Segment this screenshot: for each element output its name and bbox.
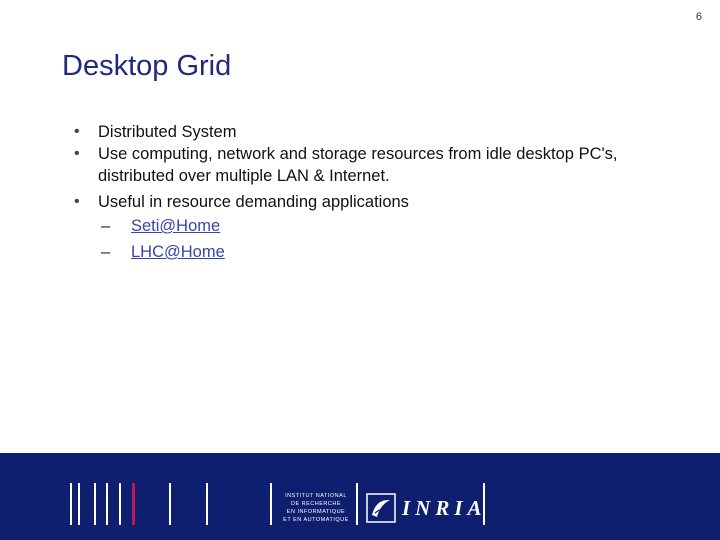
decor-line [106, 483, 108, 525]
bullet-text-line2: distributed over multiple LAN & Internet. [98, 167, 390, 185]
bullet-dot-icon: • [74, 123, 80, 140]
footer-banner [0, 453, 720, 540]
sub-list [98, 215, 694, 263]
bullet-dot-icon: • [74, 193, 80, 210]
bullet-text: Useful in resource demanding applications [98, 193, 409, 211]
bullet-text-line1: Use computing, network and storage resources from idle desktop PC's, [98, 145, 618, 163]
inria-logo [362, 488, 487, 528]
logo-text: INRIA [402, 496, 487, 520]
bullet-text: Distributed System [98, 123, 237, 141]
decor-line [78, 483, 80, 525]
seti-home-link[interactable]: Seti@Home [131, 217, 221, 235]
decor-line [94, 483, 96, 525]
sub-item [98, 241, 694, 263]
bullet-item [74, 121, 694, 143]
inria-logo-mark-icon [366, 493, 396, 523]
institute-line: ET EN AUTOMATIQUE [283, 517, 349, 523]
slide-title: Desktop Grid [62, 50, 232, 82]
decor-line [169, 483, 171, 525]
decor-line [70, 483, 72, 525]
decor-line [270, 483, 272, 525]
sub-item [98, 215, 694, 237]
bullet-item [74, 191, 694, 263]
decor-line-accent [132, 483, 135, 525]
dash-icon: – [101, 243, 111, 261]
decor-line [119, 483, 121, 525]
bullet-list [74, 121, 694, 267]
institute-line: DE RECHERCHE [290, 501, 341, 507]
bullet-dot-icon: • [74, 145, 80, 162]
dash-icon: – [101, 217, 111, 235]
decor-line [356, 483, 358, 525]
institute-line: INSTITUT NATIONAL [285, 493, 347, 499]
lhc-home-link[interactable]: LHC@Home [131, 243, 225, 261]
institute-line: EN INFORMATIQUE [286, 509, 346, 515]
decor-line [206, 483, 208, 525]
slide-number: 6 [695, 11, 702, 23]
bullet-item [74, 143, 694, 187]
institute-name [276, 492, 356, 524]
